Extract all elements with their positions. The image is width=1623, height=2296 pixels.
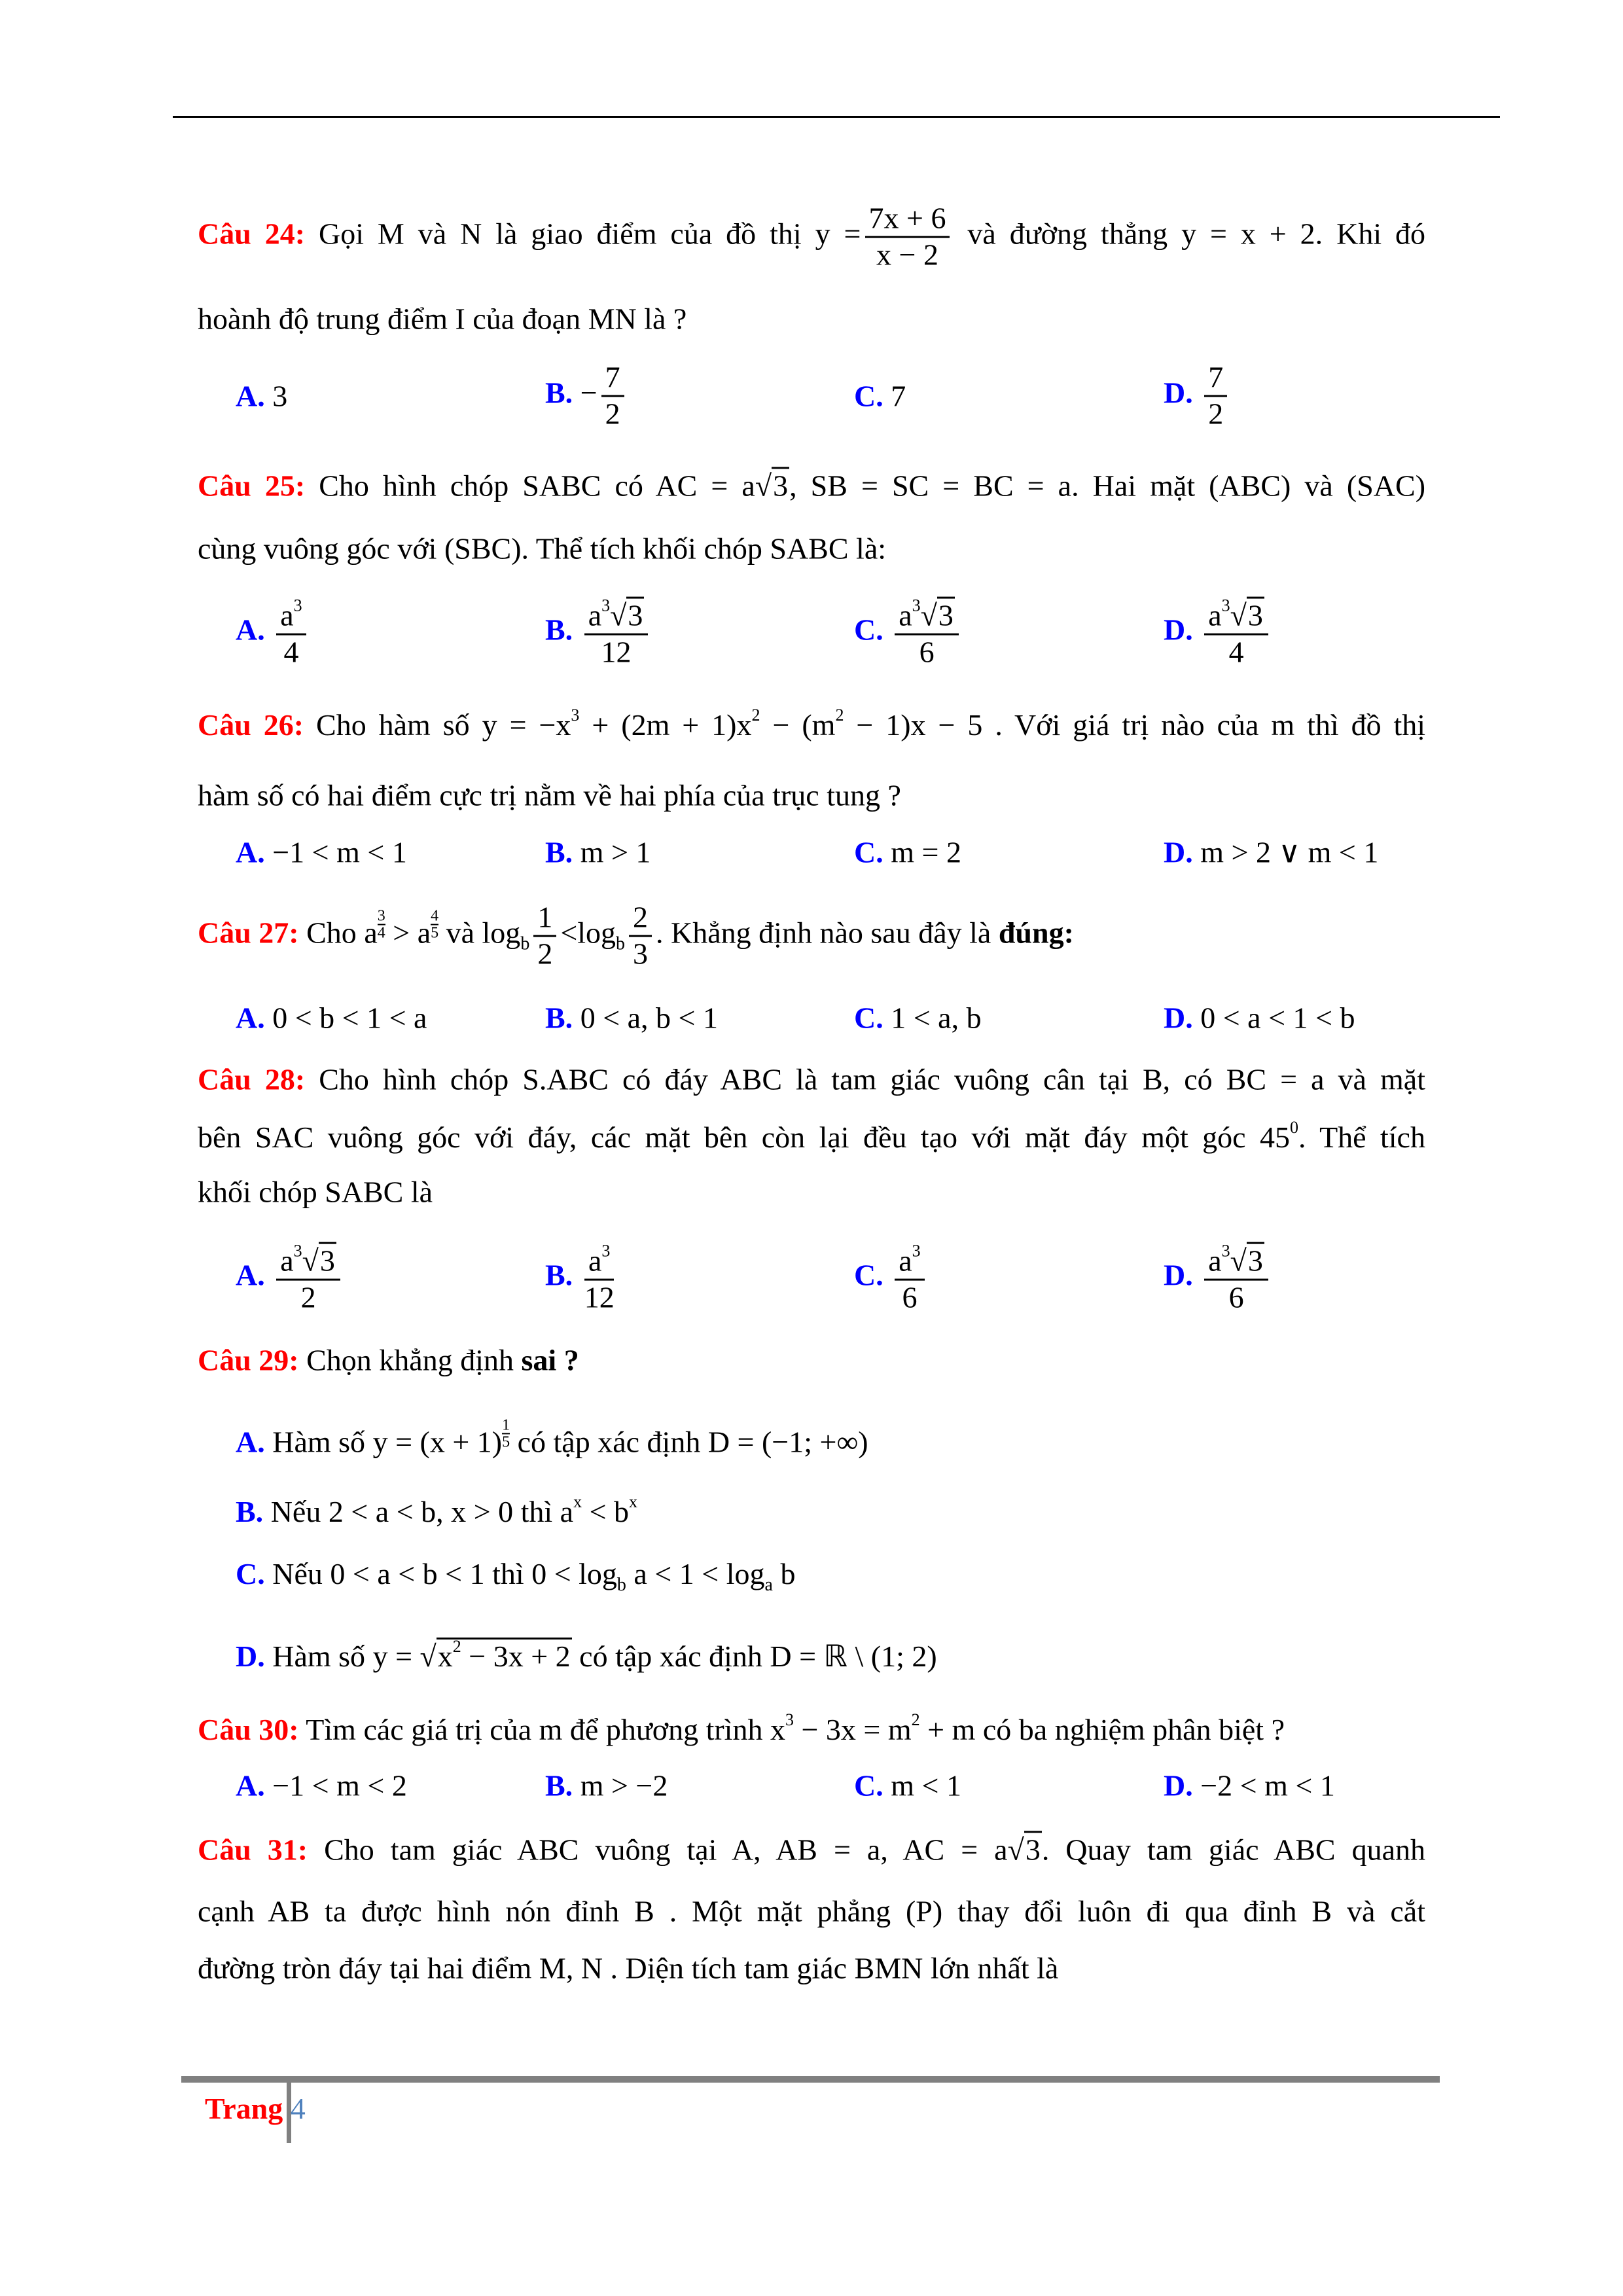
text: và: [446, 916, 475, 950]
fraction: [601, 361, 624, 432]
option-label: C.: [854, 1768, 883, 1803]
math: log: [577, 916, 616, 950]
math: a: [560, 1494, 574, 1528]
radicand: 3: [319, 1242, 336, 1278]
text: . Thể tích: [1298, 1120, 1425, 1154]
question-28-line3: khối chóp SABC là: [198, 1175, 433, 1209]
math: − 3x = m: [801, 1712, 912, 1746]
page-number: [205, 2091, 306, 2126]
question-27: [198, 901, 1074, 972]
math: a: [588, 1244, 602, 1278]
question-label: Câu 30:: [198, 1712, 299, 1746]
math: y = (x + 1): [372, 1425, 503, 1459]
option-text: m > 2 ∨ m < 1: [1200, 835, 1379, 869]
exponent: 2: [835, 705, 844, 725]
option-b: [545, 834, 651, 870]
exponent: 3: [785, 1710, 794, 1729]
radicand: 3: [1247, 597, 1264, 632]
denominator: 4: [377, 924, 385, 942]
text: Chọn khẳng định: [306, 1343, 514, 1377]
subscript: b: [616, 933, 626, 954]
option-label: D.: [1164, 376, 1193, 410]
radicand: 3: [937, 597, 955, 632]
fraction: [276, 596, 306, 670]
fraction: $\frac{a^3√3}{12}$: [584, 596, 649, 670]
text: Hàm số: [272, 1425, 366, 1459]
option-text: −: [580, 376, 597, 410]
exponent: 3: [601, 596, 611, 615]
denominator: 12: [601, 635, 632, 669]
math: − 3x + 2: [469, 1639, 571, 1673]
math: y =: [372, 1639, 413, 1673]
text: Cho: [306, 916, 357, 950]
math: a: [280, 598, 294, 632]
text: Nếu: [270, 1494, 321, 1528]
header-rule: [173, 116, 1500, 118]
math: >: [385, 916, 418, 950]
fraction: $\frac{a^3√3}{4}$: [1204, 596, 1268, 670]
text: thì: [492, 1557, 524, 1591]
math: a: [899, 1244, 912, 1278]
math: AC = a√3, SB = SC = BC = a: [655, 467, 1071, 502]
text: Hàm số: [272, 1639, 366, 1673]
question-29: [198, 1342, 579, 1378]
math: + m: [927, 1712, 976, 1746]
question-label: Câu 26:: [198, 708, 304, 742]
math: a: [417, 916, 431, 950]
fraction: $\frac{a^3√3}{6}$: [1204, 1242, 1268, 1316]
question-24-line2: hoành độ trung điểm I của đoạn MN là ?: [198, 302, 687, 336]
math: a: [899, 598, 912, 632]
text: . Khi đó: [1315, 217, 1426, 251]
option-a: [236, 1417, 868, 1460]
denominator: 6: [919, 635, 935, 669]
exponent: 3: [912, 1241, 921, 1261]
math: D = (−1; +∞): [707, 1425, 868, 1459]
option-d: [1164, 1767, 1335, 1803]
denominator: 2: [300, 1280, 316, 1314]
exponent-fraction: [431, 908, 438, 941]
option-text: m > 1: [580, 835, 651, 869]
option-c: [236, 1556, 795, 1596]
option-d: [1164, 596, 1272, 670]
text: . Khẳng định nào sau đây là: [656, 916, 991, 950]
option-label: B.: [545, 1258, 573, 1292]
numerator: 7x + 6: [865, 202, 950, 238]
question-25: [198, 467, 1425, 503]
math: y =: [815, 217, 861, 251]
math: x: [770, 1712, 785, 1746]
question-label: Câu 31:: [198, 1833, 308, 1867]
math: < b: [589, 1494, 630, 1528]
text: . Hai mặt (ABC) và (SAC): [1071, 469, 1426, 503]
option-text: 0 < b < 1 < a: [272, 1001, 427, 1035]
option-text: m = 2: [891, 835, 961, 869]
denominator: 6: [1228, 1280, 1244, 1314]
radicand: 3: [772, 467, 789, 502]
text: Cho hình chóp S.ABC có đáy ABC là tam giác vuông cân tại B, có BC = a và mặt: [319, 1062, 1426, 1096]
fraction: [629, 901, 652, 972]
subscript: b: [520, 933, 530, 954]
math: a: [1208, 598, 1222, 632]
option-a: [236, 1767, 407, 1803]
option-d: [1164, 999, 1355, 1035]
math: a: [588, 598, 602, 632]
option-label: B.: [545, 376, 573, 410]
radicand: [437, 1638, 572, 1673]
option-label: C.: [854, 1258, 883, 1292]
math: x: [437, 1639, 453, 1673]
text: Nếu: [272, 1557, 323, 1591]
fraction: [865, 202, 950, 273]
option-c: [854, 378, 906, 414]
option-b: [545, 596, 652, 670]
numerator: 7: [1204, 361, 1227, 397]
text: Cho tam giác ABC vuông tại A,: [324, 1833, 761, 1867]
fraction: $\frac{a^3√3}{6}$: [895, 596, 959, 670]
question-30: [198, 1710, 1285, 1748]
question-24: [198, 202, 1425, 273]
math: AC = a: [655, 469, 755, 503]
radicand: 3: [1024, 1831, 1042, 1866]
option-text: −2 < m < 1: [1200, 1768, 1335, 1803]
math: <: [560, 916, 578, 950]
fraction: $\frac{a^3√3}{2}$: [276, 1242, 340, 1316]
math: 0 < a < b < 1: [330, 1557, 485, 1591]
option-label: C.: [854, 1001, 883, 1035]
denominator: 2: [537, 937, 553, 971]
option-d: [1164, 834, 1378, 870]
exponent: 2: [911, 1710, 920, 1729]
exponent: x: [629, 1492, 638, 1511]
fraction: [1204, 361, 1227, 432]
denominator: 12: [584, 1280, 615, 1314]
option-d: [1164, 361, 1231, 432]
subscript: a: [764, 1575, 773, 1596]
denominator: 6: [902, 1280, 918, 1314]
page-label: Trang: [205, 2092, 283, 2125]
exponent: 3: [293, 1241, 302, 1261]
denominator: 5: [431, 924, 439, 942]
subscript: b: [616, 1575, 626, 1596]
option-label: A.: [236, 1768, 265, 1803]
option-a: [236, 999, 427, 1035]
numerator: 1: [533, 901, 556, 937]
option-c: [854, 1242, 929, 1316]
exponent: 2: [452, 1636, 461, 1656]
exponent: 0: [1289, 1117, 1298, 1137]
numerator: 2: [629, 901, 652, 937]
exponent: 3: [912, 596, 921, 615]
option-b: [545, 1767, 668, 1803]
math: − (m: [772, 708, 836, 742]
option-text: 7: [891, 379, 906, 413]
numerator: 7: [601, 361, 624, 397]
math: y = −x: [482, 708, 571, 742]
question-28: [198, 1061, 1425, 1097]
exponent: 3: [601, 1241, 611, 1261]
option-label: A.: [236, 379, 265, 413]
option-text: 0 < a, b < 1: [580, 1001, 718, 1035]
option-label: A.: [236, 1258, 265, 1292]
page-value: 4: [290, 2092, 306, 2125]
radicand: 3: [626, 597, 644, 632]
option-text: m > −2: [580, 1768, 668, 1803]
exponent: 3: [293, 596, 302, 615]
text: bên SAC vuông góc với đáy, các mặt bên còn lại đều tạo với mặt đáy một góc 45: [198, 1120, 1290, 1154]
exponent: 3: [1221, 1241, 1230, 1261]
denominator: 3: [633, 937, 649, 971]
option-a: [236, 378, 287, 414]
question-28-line2: [198, 1117, 1425, 1155]
option-c: [854, 834, 961, 870]
denominator: 2: [1208, 397, 1224, 431]
option-b: [236, 1492, 637, 1530]
option-text: −1 < m < 2: [272, 1768, 407, 1803]
option-label: B.: [545, 613, 573, 647]
math: AB = a, AC = a: [776, 1833, 1008, 1867]
math: D = ℝ \ (1; 2): [770, 1639, 937, 1673]
math: , SB = SC = BC = a: [789, 469, 1072, 503]
question-label: Câu 28:: [198, 1062, 306, 1096]
option-b: [545, 999, 718, 1035]
fraction: [533, 901, 556, 972]
numerator: 4: [431, 907, 439, 925]
text: Tìm các giá trị của m để phương trình: [306, 1712, 763, 1746]
text-bold: đúng:: [998, 916, 1074, 950]
text: có tập xác định: [579, 1639, 762, 1673]
option-text: m < 1: [891, 1768, 961, 1803]
denominator: 2: [605, 397, 620, 431]
option-text: 0 < a < 1 < b: [1200, 1001, 1355, 1035]
math: 2 < a < b, x > 0: [328, 1494, 514, 1528]
option-label: B.: [545, 1001, 573, 1035]
text: và đường thẳng: [967, 217, 1168, 251]
question-25-line2: cùng vuông góc với (SBC). Thể tích khối chóp SABC là:: [198, 531, 887, 565]
option-label: D.: [1164, 835, 1193, 869]
question-31: Câu 31: Cho tam giác ABC vuông tại A, AB = a, AC = a√3. Quay tam giác ABC quanh: [198, 1831, 1425, 1867]
option-label: A.: [236, 835, 265, 869]
option-label: D.: [1164, 1768, 1193, 1803]
exponent-fraction: [502, 1417, 510, 1450]
option-label: D.: [1164, 1001, 1193, 1035]
fraction: [584, 1242, 615, 1316]
math: a: [1208, 1244, 1222, 1278]
option-label: B.: [545, 1768, 573, 1803]
fraction: [895, 1242, 924, 1316]
option-label: C.: [236, 1557, 265, 1591]
option-label: D.: [236, 1639, 265, 1673]
math: a: [364, 916, 378, 950]
option-d: [1164, 1242, 1272, 1316]
option-c: [854, 596, 963, 670]
math: 0 < log: [531, 1557, 617, 1591]
math: − 1)x − 5: [856, 708, 983, 742]
math: y = x + 2: [1181, 217, 1315, 251]
text: có ba nghiệm phân biệt ?: [982, 1712, 1285, 1746]
option-c: [854, 999, 982, 1035]
math: + (2m + 1)x: [592, 708, 752, 742]
option-a: [236, 834, 407, 870]
option-label: B.: [236, 1494, 264, 1528]
denominator: 5: [502, 1433, 510, 1451]
option-label: A.: [236, 1425, 265, 1459]
question-26-line2: hàm số có hai điểm cực trị nằm về hai phía của trục tung ?: [198, 778, 901, 812]
text: Cho hình chóp SABC có: [319, 469, 643, 503]
text: thì: [520, 1494, 553, 1528]
text: có tập xác định: [517, 1425, 701, 1459]
numerator: 3: [377, 907, 385, 925]
text: . Với giá trị nào của m thì đồ thị: [995, 708, 1426, 742]
question-label: Câu 29:: [198, 1343, 299, 1377]
text: Cho hàm số: [316, 708, 470, 742]
option-label: C.: [854, 835, 883, 869]
option-text: 3: [272, 379, 288, 413]
exponent: x: [573, 1492, 582, 1511]
exponent-fraction: [378, 908, 385, 941]
option-a: [236, 1242, 344, 1316]
math: [482, 705, 983, 742]
option-c: [854, 1767, 961, 1803]
option-label: A.: [236, 1001, 265, 1035]
option-label: C.: [854, 379, 883, 413]
exponent: 2: [751, 705, 760, 725]
question-label: Câu 27:: [198, 916, 299, 950]
math: a < 1 < log: [633, 1557, 765, 1591]
question-31-line2: cạnh AB ta được hình nón đỉnh B . Một mặt phẳng (P) thay đổi luôn đi qua đỉnh B và cắt: [198, 1894, 1425, 1928]
text: Gọi M và N là giao điểm của đồ thị: [319, 217, 802, 251]
option-label: D.: [1164, 1258, 1193, 1292]
option-label: A.: [236, 613, 265, 647]
footer-rule: [181, 2076, 1440, 2083]
denominator: 4: [283, 635, 299, 669]
text-bold: sai ?: [521, 1343, 579, 1377]
question-label: Câu 25:: [198, 469, 306, 503]
exponent: 3: [571, 705, 580, 725]
numerator: 1: [502, 1416, 510, 1434]
denominator: x − 2: [876, 238, 938, 272]
option-b: [545, 361, 628, 432]
text: . Quay tam giác ABC quanh: [1041, 1833, 1425, 1867]
radicand: 3: [1247, 1242, 1264, 1278]
math: b: [780, 1557, 796, 1591]
denominator: 4: [1228, 635, 1244, 669]
option-d: D. Hàm số $y = √x^2 - 3x + 2$ có tập xác định D = ℝ \ (1; 2): [236, 1636, 937, 1673]
question-26: [198, 705, 1425, 743]
option-a: [236, 596, 310, 670]
question-31-line3: đường tròn đáy tại hai điểm M, N . Diện tích tam giác BMN lớn nhất là: [198, 1951, 1059, 1985]
exponent: 3: [1221, 596, 1230, 615]
option-label: D.: [1164, 613, 1193, 647]
math: log: [482, 916, 521, 950]
option-label: B.: [545, 835, 573, 869]
option-text: 1 < a, b: [891, 1001, 982, 1035]
option-text: −1 < m < 1: [272, 835, 407, 869]
option-b: [545, 1242, 618, 1316]
option-label: C.: [854, 613, 883, 647]
question-label: Câu 24:: [198, 217, 306, 251]
math: a: [280, 1244, 294, 1278]
